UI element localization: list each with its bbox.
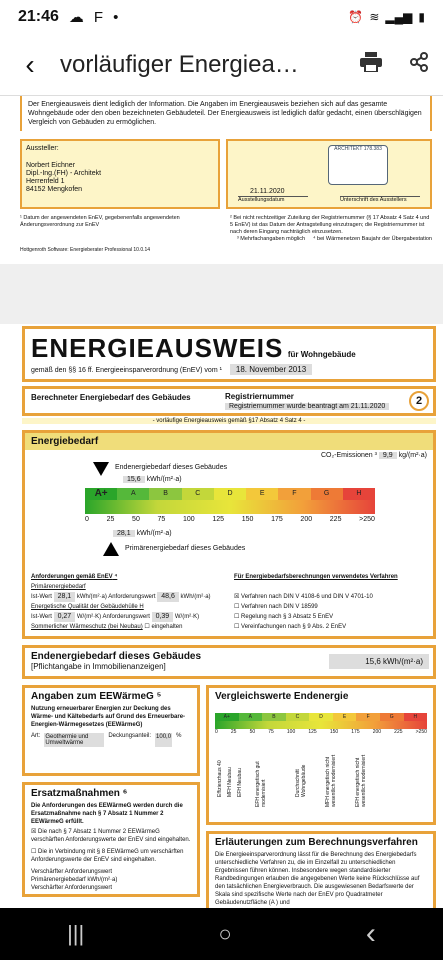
issue-date: 21.11.2020 bbox=[250, 188, 285, 195]
energiebedarf-title: Energiebedarf bbox=[25, 433, 433, 450]
pdf-viewer[interactable] bbox=[0, 96, 443, 908]
ersatz-sub: Die Anforderungen des EEWärmeG werden durch die Ersatzmaßnahme nach § 7 Absatz 1 Nummer 2 EEWärmeG erfüllt. bbox=[31, 803, 183, 825]
aussteller-box bbox=[20, 139, 220, 209]
status-bar bbox=[0, 0, 443, 34]
endenergiebedarf-section bbox=[22, 645, 436, 679]
erlaeuterungen-section bbox=[206, 831, 436, 908]
anforderungen-block: Anforderungen gemäß EnEV ⁴ Primärenergiebedarf Ist-Wert 28,1 kWh/(m²·a) Anforderungswert 48,6 kWh/(m²·a) Energetische Qualität der Gebäudehülle H Ist-Wert 0,27 W/(m²·K) Anforderungswert 0,39 W/(m²·K) Sommerlicher Wärmeschutz (bei Neubau) ☐ eingehalten bbox=[31, 574, 211, 630]
eewg-section: Angaben zum EEWärmeG ⁵ Nutzung erneuerbarer Energien zur Deckung des Wärme- und Kältebedarfs auf Grund des Erneuerbare-Energien-Wärmegesetzes (EEWärmeG) Art: Geothermie und Umweltwärme Deckungsanteil: 100,0 % bbox=[22, 685, 200, 776]
class-g: G bbox=[311, 488, 343, 500]
ersatz-section: Ersatzmaßnahmen ⁶ Die Anforderungen des EEWärmeG werden durch die Ersatzmaßnahme nach § 7 Absatz 1 Nummer 2 EEWärmeG erfüllt. ☒ Die nach § 7 Absatz 1 Nummer 2 EEWärmeG verschärften Anforderungswerte der EnEV sind eingehalten. ☐ Die in Verbindung mit § 8 EEWärmeG um verschärften Anforderungswerte der EnEV sind eingehalten. Verschärfter Anforderungswert Primärenergiebedarf kWh/(m²·a) Verschärfter Anforderungswert bbox=[22, 782, 200, 897]
page-2 bbox=[22, 326, 436, 908]
gradient-bar bbox=[85, 500, 375, 514]
nav-bar bbox=[0, 908, 443, 960]
scale-ticks: 0 25 50 75 100 125 150 175 200 225 >250 bbox=[85, 516, 375, 523]
class-a-plus: A+ bbox=[85, 488, 117, 500]
reg-note: Registriernummer wurde beantragt am 21.11.2020 bbox=[225, 403, 389, 410]
back-arrow-icon[interactable]: ‹ bbox=[25, 48, 35, 80]
intro-text: Der Energieausweis dient lediglich der Information. Die Angaben im Energieausweis beziehen sich auf das gesamte Wohngebäude oder den oben bezeichneten Gebäudeteil. Der Energieausweis ist lediglich dafür gedacht, einen überschlägigen Vergleich von Gebäuden zu ermöglichen. bbox=[20, 96, 432, 131]
print-icon[interactable] bbox=[347, 52, 395, 78]
deck-value: 100,0 bbox=[155, 733, 172, 747]
class-e: E bbox=[246, 488, 278, 500]
checkbox-eingehalten: ☐ bbox=[144, 624, 150, 630]
page-separator bbox=[0, 264, 443, 324]
page-title: ENERGIEAUSWEIS bbox=[31, 333, 284, 363]
class-b: B bbox=[149, 488, 181, 500]
prim-arrow-icon bbox=[103, 542, 119, 556]
prim-value: 28,1 bbox=[113, 530, 135, 537]
home-icon[interactable]: ○ bbox=[218, 921, 232, 946]
endbedarf-title: Endenergiebedarf dieses Gebäudes bbox=[31, 651, 202, 662]
prim-label: Primärenergiebedarf dieses Gebäudes bbox=[125, 545, 246, 552]
vergleich-section: Vergleichswerte Endenergie A+ A B C D E F G H 0 25 50 75 100 125 150 175 200 225 >250 Effizienzhaus 40 MFH Neubau EFH Neubau EFH energetisch gut modernisiert Durchschnitt Wohngebäude MFH energetisch nicht wesentlich modernisiert EFH energetisch nicht wesentlich modernisiert bbox=[206, 685, 436, 825]
app-f-icon: F bbox=[93, 8, 104, 26]
aussteller-name: Norbert Eichner bbox=[26, 162, 76, 169]
status-time: 21:46 bbox=[18, 8, 59, 25]
app-bar bbox=[0, 34, 443, 96]
signature-box bbox=[226, 139, 432, 209]
registration-box bbox=[22, 386, 436, 416]
page-1 bbox=[20, 96, 432, 254]
erlaeuterungen-title: Erläuterungen zum Berechnungsverfahren bbox=[215, 837, 418, 848]
art-value: Geothermie und Umweltwärme bbox=[44, 733, 104, 747]
class-f: F bbox=[278, 488, 310, 500]
signal-icon: ▂▄▆ bbox=[385, 10, 413, 24]
ersatz-title: Ersatzmaßnahmen bbox=[31, 788, 120, 799]
signature-label: Unterschrift des Ausstellers bbox=[340, 196, 420, 203]
page-subtitle: für Wohngebäude bbox=[287, 350, 356, 359]
stamp-icon: ARCHITEKT 178.383 bbox=[328, 145, 388, 185]
endbedarf-value: 15,6 kWh/(m²·a) bbox=[329, 654, 429, 669]
software-credit: Hottgenroth Software: Energieberater Professional 10.0.14 bbox=[20, 247, 151, 253]
class-c: C bbox=[182, 488, 214, 500]
class-d: D bbox=[214, 488, 246, 500]
share-icon[interactable] bbox=[395, 52, 443, 78]
wifi-icon: ≋ bbox=[369, 10, 380, 24]
verfahren-block: Für Energiebedarfsberechnungen verwendetes Verfahren ☒ Verfahren nach DIN V 4108-6 und DIN V 4701-10 ☐ Verfahren nach DIN V 18599 ☐ Regelung nach § 3 Absatz 5 EnEV ☐ Vereinfachungen nach § 9 Abs. 2 EnEV bbox=[234, 574, 398, 630]
end-unit: kWh/(m²·a) bbox=[146, 476, 182, 483]
end-arrow-icon bbox=[93, 462, 109, 476]
class-a: A bbox=[117, 488, 149, 500]
co2-unit: kg/(m²·a) bbox=[398, 452, 427, 459]
vergleich-labels: Effizienzhaus 40 MFH Neubau EFH Neubau EFH energetisch gut modernisiert Durchschnitt Wohngebäude MFH energetisch nicht wesentlich modernisiert EFH energetisch nicht wesentlich modernisiert bbox=[217, 754, 367, 807]
endbedarf-sub: [Pflichtangabe in Immobilienanzeigen] bbox=[31, 662, 166, 671]
enev-date: 18. November 2013 bbox=[230, 364, 312, 375]
battery-icon: ▮ bbox=[418, 10, 425, 24]
header-box: ENERGIEAUSWEIS für Wohngebäude gemäß den §§ 16 ff. Energieeinsparverordnung (EnEV) vom ¹ 18. November 2013 bbox=[22, 326, 436, 382]
class-h: H bbox=[343, 488, 375, 500]
footnotes: ¹ Datum der angewendeten EnEV, gegebenenfalls angewendeten Änderungsverordnung zur EnEV ² Bei nicht rechtzeitiger Zuteilung der Registriernummer (§ 17 Absatz 4 Satz 4 und 5 EnEV) ist das Datum der Antragstellung einzutragen; die Registriernummer ist nach deren Eingang nachträglich einzusetzen. ³ Mehrfachangaben möglich ⁴ bei Wärmenetzen Baujahr der Übergabestation Hottgenroth Software: Energieberater Professional 10.0.14 bbox=[20, 215, 432, 253]
end-label: Endenergiebedarf dieses Gebäudes bbox=[115, 464, 228, 471]
eewg-title: Angaben zum EEWärmeG bbox=[31, 691, 154, 702]
regnr-label: Registriernummer bbox=[225, 392, 294, 401]
aussteller-street: Herrenfeld 1 bbox=[26, 178, 65, 185]
prim-unit: kWh/(m²·a) bbox=[136, 530, 172, 537]
page-number: 2 bbox=[409, 391, 429, 411]
cloud-icon: ☁ bbox=[68, 9, 84, 26]
co2-value: 9,9 bbox=[379, 452, 397, 459]
watermark-text: - vorläufige Energieausweis gemäß §17 Absatz 4 Satz 4 - bbox=[22, 418, 436, 424]
vergleich-title: Vergleichswerte Endenergie bbox=[215, 691, 349, 702]
aussteller-label: Aussteller: bbox=[26, 145, 59, 152]
document-title: vorläufiger Energiea… bbox=[60, 50, 299, 78]
enev-reference: gemäß den §§ 16 ff. Energieeinsparverordnung (EnEV) vom bbox=[31, 367, 218, 374]
alarm-icon: ⏰ bbox=[348, 10, 364, 24]
energiebedarf-section: Energiebedarf CO₂-Emissionen ³ 9,9 kg/(m²·a) Endenergiebedarf dieses Gebäudes 15,6 kWh/(m²·a) A+ A B C D E F G H 0 25 50 75 100 125 150 175 200 225 >250 28,1 kWh/(m²·a) Primärenergiebedarf dieses Gebäudes Anforderungen gemäß EnEV ⁴ Primärenergiebedarf Ist-Wert 28,1 kWh/(m²·a) Anforderungswert 48,6 kWh/(m²·a) Energetische Qualität der Gebäudehülle H Ist-Wert 0,27 W/(m²·K) Anforderungswert 0,39 W/(m²·K) Sommerlicher Wärmeschutz (bei Neubau) ☐ eingehalten Für Energiebedarfsberechnungen verwendetes Verfahren ☒ Verfahren nach DIN V 4108-6 und DIN V 4701-10 ☐ Verfahren nach DIN V 18599 ☐ Regelung nach § 3 Absatz 5 EnEV ☐ Vereinfachungen nach § 9 Abs. 2 EnEV bbox=[22, 430, 436, 639]
end-value: 15,6 bbox=[123, 476, 145, 483]
co2-label: CO₂-Emissionen bbox=[320, 452, 373, 459]
recent-apps-icon[interactable]: ||| bbox=[67, 921, 85, 946]
eewg-sub: Nutzung erneuerbarer Energien zur Deckung des Wärme- und Kältebedarfs auf Grund des Erneuerbare-Energien-Wärmegesetzes (EEWärmeG) bbox=[31, 706, 186, 728]
back-icon[interactable]: ‹ bbox=[365, 917, 376, 950]
vergleich-scale: A+ A B C D E F G H bbox=[215, 713, 427, 721]
dot-icon: • bbox=[113, 8, 119, 26]
aussteller-title: Dipl.-Ing.(FH) - Architekt bbox=[26, 170, 102, 177]
erlaeuterungen-text: Die Energieeinsparverordnung lässt für die Berechnung des Energiebedarfs unterschiedliche Verfahren zu, die im Einzelfall zu unterschiedlichen Ergebnissen führen können. Insbesondere wegen standardisierter Randbedingungen erlauben die angegebenen Werte keine Rückschlüsse auf den tatsächlichen Energieverbrauch. Die ausgewiesenen Bedarfswerte der Skala sind spezifische Werte nach der EnEV pro Quadratmeter Gebäudenutzfläche (A ) und bbox=[215, 852, 420, 906]
reg-label: Berechneter Energiebedarf des Gebäudes bbox=[31, 393, 191, 402]
aussteller-city: 84152 Mengkofen bbox=[26, 186, 83, 193]
efficiency-scale bbox=[85, 488, 375, 500]
issue-date-label: Ausstellungsdatum bbox=[238, 197, 285, 203]
